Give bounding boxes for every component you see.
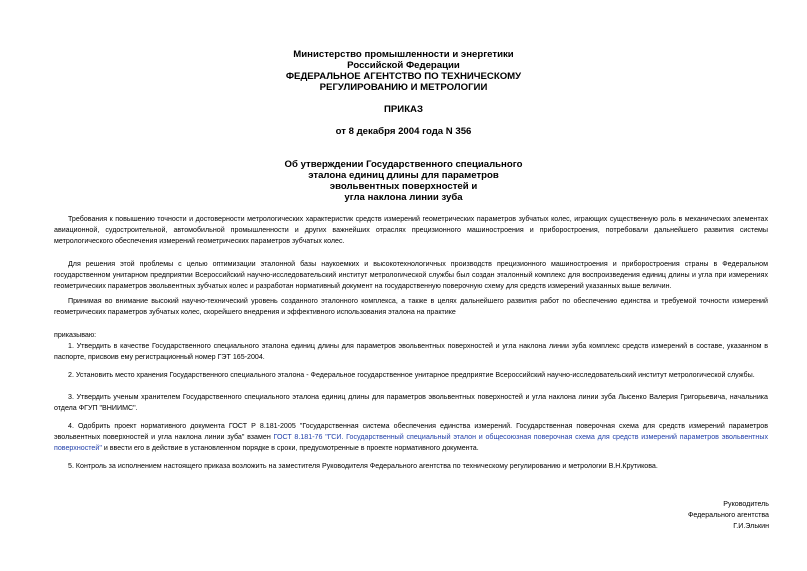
agency-line-1: ФЕДЕРАЛЬНОЕ АГЕНТСТВО ПО ТЕХНИЧЕСКОМУ [285,71,522,82]
order-item-5 [54,461,768,472]
item-text: 3. Утвердить ученым хранителем Государственного специального эталона единиц длины для параметров эвольвентных поверхностей и угла наклона линии зуба Лысенко Валерия Григорьевича, начальника отдела ФГУП "ВНИИМС". [54,393,768,412]
ministry-line-1: Министерство промышленности и энергетики [293,49,514,60]
order-item-4 [54,421,768,454]
paragraph-text: Требования к повышению точности и достоверности метрологических характеристик средств измерений геометрических параметров зубчатых колес, играющих существенную роль в механических элементах авиационной, судостроительной, автомобильной промышленности и других важнейших отраслях прецизионного машиностроения и приборостроения, потребовали дальнейшего развития системы метрологического обеспечения измерений геометрических параметров зубчатых колес. [54,215,768,245]
title-line-3: эвольвентных поверхностей и [329,181,478,192]
paragraph-solution [54,259,768,292]
item-text: 1. Утвердить в качестве Государственного специального эталона единиц длины для параметров эвольвентных поверхностей и угла наклона линии зуба комплекс средств измерений в составе, указанном в паспорте, присвоив ему регистрационный номер ГЭТ 165-2004. [54,342,768,361]
paragraph-text: Для решения этой проблемы с целью оптимизации эталонной базы наукоемких и высокотехнологичных производств прецизионного машиностроения и приборостроения страны в Федеральном государственном унитарном предприятии Всероссийский научно-исследовательский институт метрологической службы был создан эталонный комплекс для воспроизведения единиц длины и угла при измерениях геометрических параметров эвольвентных зубчатых колес и разработан нормативный документ на государственную поверочную схему для средств измерений указанных выше величин. [54,260,768,290]
agency-line-2: РЕГУЛИРОВАНИЮ И МЕТРОЛОГИИ [319,82,488,93]
paragraph-considering [54,296,768,318]
doc-type: ПРИКАЗ [384,104,423,115]
order-word: приказываю: [54,331,97,339]
order-item-1 [54,341,768,363]
signature-title: Руководитель [723,500,769,508]
item4-text-after: и ввести его в действие в установленном порядке в сроки, предусмотренные в проекте нормативного документа. [101,444,479,452]
signature-block [688,499,769,532]
title-line-2: эталона единиц длины для параметров [308,170,499,181]
signature-name: Г.И.Элькин [733,522,769,530]
item-text [54,421,768,454]
ministry-header [0,49,807,93]
title-line-1: Об утверждении Государственного специального [284,159,523,170]
order-item-2 [54,370,768,381]
paragraph-text: Принимая во внимание высокий научно-технический уровень созданного эталонного комплекса, а также в целях дальнейшего развития работ по обеспечению единства и требуемой точности измерений геометрических параметров зубчатых колес, скорейшего внедрения и эффективного использования эталона на практике [54,297,768,316]
ministry-line-2: Российской Федерации [347,60,460,71]
doc-date: от 8 декабря 2004 года N 356 [335,126,472,137]
gost-link[interactable]: ГОСТ 8.181-76 "ГСИ. Государственный специальный эталон и общесоюзная поверочная схема для средств измерений параметров эвольвентных поверхностей" [54,433,768,452]
order-item-3 [54,392,768,414]
item4-text-before: 4. Одобрить проект нормативного документа ГОСТ Р 8.181-2005 "Государственная система обеспечения единства измерений. Государственная поверочная схема для средств измерений параметров эвольвентных поверхностей и угла наклона линии зуба" взамен [54,422,768,441]
signature-agency: Федерального агентства [687,511,769,519]
item-text: 5. Контроль за исполнением настоящего приказа возложить на заместителя Руководителя Федерального агентства по техническому регулированию и метрологии В.Н.Крутикова. [68,462,658,470]
doc-title [0,159,807,203]
paragraph-requirements [54,214,768,247]
title-line-4: угла наклона линии зуба [344,192,463,203]
item-text: 2. Установить место хранения Государственного специального эталона - Федеральное государственное унитарное предприятие Всероссийский научно-исследовательский институт метрологической службы. [68,371,755,379]
